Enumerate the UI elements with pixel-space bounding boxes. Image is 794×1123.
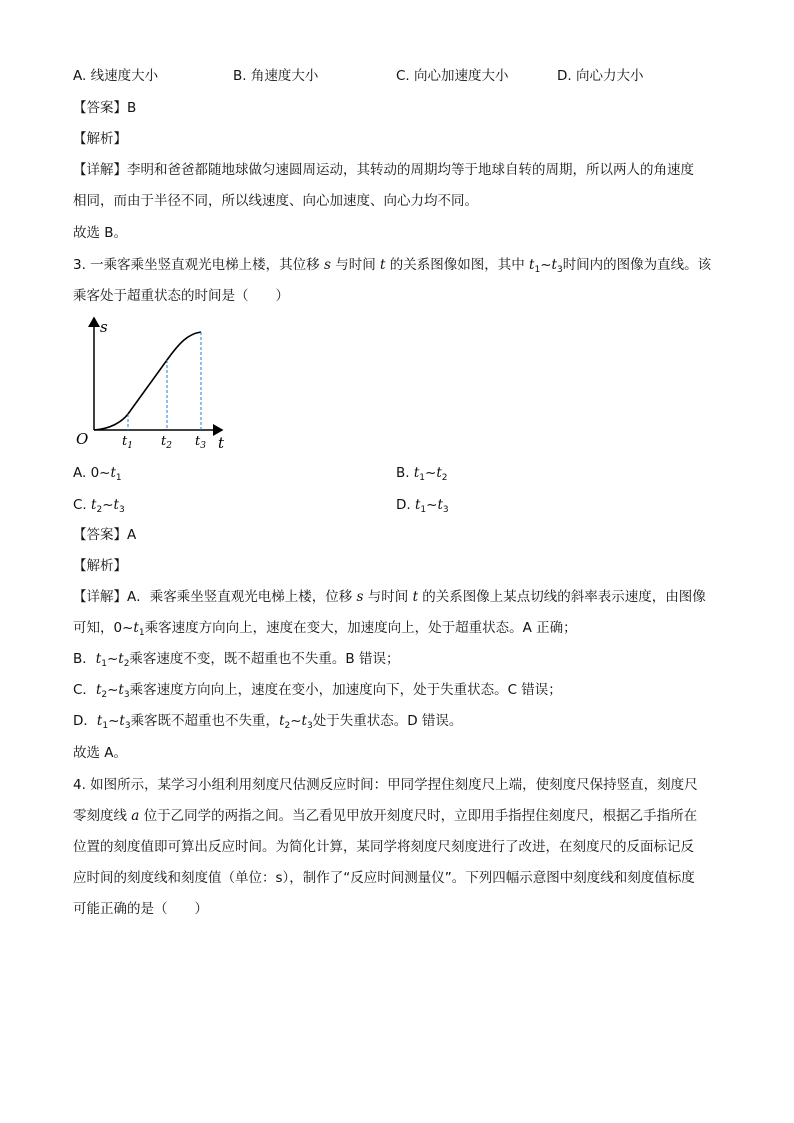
- q4-text: 位于乙同学的两指之间。当乙看见甲放开刻度尺时，立即用手指捏住刻度尺，根据乙手指所在: [139, 808, 698, 824]
- tick-t3: $t_3$: [195, 434, 206, 451]
- var-t1: t: [529, 257, 535, 273]
- var-t: t: [412, 589, 418, 605]
- answer-tag: 【答案】: [73, 100, 127, 116]
- q3-option-a: [73, 463, 122, 483]
- var-t1: t: [96, 713, 103, 729]
- q4-stem-line3: 位置的刻度值即可算出反应时间。为简化计算，某同学将刻度尺刻度进行了改进，在刻度尺的反面标记反: [73, 839, 694, 855]
- var-t3: t: [118, 682, 124, 698]
- q3-answer: [73, 525, 136, 545]
- q3-option-c: C. $t_2\sim t_3$: [73, 497, 125, 515]
- q2-option-a: A. 线速度大小: [73, 68, 159, 84]
- q3-text: 3. 一乘客乘坐竖直观光电梯上楼，其位移: [73, 257, 324, 273]
- sub-2: 2: [441, 473, 448, 483]
- q3-analysis-tag: 【解析】: [73, 558, 127, 574]
- answer-value: B: [127, 100, 137, 116]
- detail-text: D．: [73, 713, 97, 729]
- detail-text: 乘客既不超重也不失重，: [130, 713, 280, 729]
- q3-detail-line3: B．$t_1\sim t_2$乘客速度不变，既不超重也不失重。B 错误；: [73, 651, 400, 669]
- var-t2: t: [436, 465, 442, 481]
- q4-stem-line4: 应时间的刻度线和刻度值（单位：s），制作了“反应时间测量仪”。下列四幅示意图中刻度线和刻度值标度: [73, 870, 695, 886]
- y-axis-label: s: [100, 318, 108, 336]
- detail-text: C．: [73, 682, 96, 698]
- var-t1: t: [133, 620, 139, 636]
- var-s: s: [323, 257, 331, 273]
- q2-analysis-tag: 【解析】: [73, 131, 127, 147]
- detail-text: A．乘客乘坐竖直观光电梯上楼，位移: [127, 589, 357, 605]
- q4-text: 零刻度线: [73, 808, 132, 824]
- sub-1: 1: [102, 721, 109, 731]
- sub-2: 2: [101, 690, 108, 700]
- sub-1: 1: [534, 265, 541, 275]
- q2-detail-line2: 相同，而由于半径不同，所以线速度、向心加速度、向心力均不同。: [73, 193, 478, 209]
- sub-3: 3: [124, 721, 131, 731]
- sub-2: 2: [123, 659, 130, 669]
- var-t3: t: [119, 713, 125, 729]
- answer-tag: 【答案】: [73, 527, 127, 543]
- var-t1: t: [414, 497, 421, 513]
- sub-2: 2: [96, 505, 103, 515]
- var-t2: t: [91, 497, 97, 513]
- sub-1: 1: [115, 473, 122, 483]
- q2-option-d: D. 向心力大小: [557, 68, 644, 84]
- var-t1: t: [95, 651, 102, 667]
- s-t-curve: [94, 332, 201, 430]
- var-t2: t: [95, 682, 102, 698]
- sub-2: 2: [284, 721, 291, 731]
- opt-prefix: D.: [396, 497, 415, 513]
- q2-option-b: B. 角速度大小: [233, 68, 319, 84]
- detail-text: 处于失重状态。D 错误。: [312, 713, 463, 729]
- var-t3: t: [437, 497, 443, 513]
- sub-3: 3: [442, 505, 449, 515]
- q2-answer: [73, 98, 136, 118]
- sub-1: 1: [420, 505, 427, 515]
- detail-tag: 【详解】: [73, 589, 127, 605]
- x-axis-label: t: [218, 434, 225, 452]
- sub-3: 3: [556, 265, 563, 275]
- q3-stem-line2: 乘客处于超重状态的时间是（ ）: [73, 288, 289, 304]
- detail-text: 的关系图像上某点切线的斜率表示速度，由图像: [418, 589, 706, 605]
- q2-detail-line1: [73, 160, 694, 180]
- detail-text: 乘客速度方向向上，速度在变小，加速度向下，处于失重状态。C 错误；: [129, 682, 562, 698]
- detail-text: 乘客速度方向向上，速度在变大，加速度向上，处于超重状态。A 正确；: [144, 620, 577, 636]
- origin-label: O: [76, 430, 89, 448]
- q3-text: 时间内的图像为直线。该: [562, 257, 712, 273]
- var-t3: t: [551, 257, 557, 273]
- q4-stem-line5: 可能正确的是（ ）: [73, 901, 208, 917]
- s-t-graph: [70, 312, 240, 457]
- detail-text: 乘客速度不变，既不超重也不失重。B 错误；: [129, 651, 400, 667]
- detail-text: 李明和爸爸都随地球做匀速圆周运动，其转动的周期均等于地球自转的周期，所以两人的角速度: [127, 162, 694, 178]
- var-t: t: [380, 257, 386, 273]
- var-t3: t: [113, 497, 119, 513]
- q3-detail-line4: C．$t_2\sim t_3$乘客速度方向向上，速度在变小，加速度向下，处于失重状态。C 错误；: [73, 682, 562, 700]
- detail-text: 可知，0~: [73, 620, 134, 636]
- sub-1: 1: [101, 659, 107, 669]
- var-t2: t: [279, 713, 285, 729]
- q4-stem-line1: 4. 如图所示，某学习小组利用刻度尺估测反应时间：甲同学捏住刻度尺上端，使刻度尺保持竖直，刻度尺: [73, 777, 698, 793]
- q3-detail-line1: [73, 587, 706, 607]
- q3-conclusion: 故选 A。: [73, 745, 128, 761]
- var-a: a: [131, 808, 140, 824]
- tick-t1: $t_1$: [122, 434, 133, 451]
- var-t1: t: [110, 465, 116, 481]
- sub-1: 1: [138, 628, 145, 638]
- opt-prefix: C.: [73, 497, 92, 513]
- q3-detail-line5: D．$t_1\sim t_3$乘客既不超重也不失重，$t_2\sim t_3$处于失重状态。D 错误。: [73, 713, 463, 731]
- q3-stem-line1: 3. 一乘客乘坐竖直观光电梯上楼，其位移 s 与时间 t 的关系图像如图，其中 $t_1\sim t_3$时间内的图像为直线。该: [73, 257, 712, 275]
- opt-prefix: B.: [396, 465, 414, 481]
- tick-t2: $t_2$: [161, 434, 172, 451]
- sub-1: 1: [419, 473, 426, 483]
- sub-3: 3: [306, 721, 313, 731]
- sub-3: 3: [123, 690, 130, 700]
- q2-conclusion: 故选 B。: [73, 225, 128, 241]
- var-s: s: [356, 589, 364, 605]
- q3-text: 与时间: [330, 257, 380, 273]
- detail-tag: 【详解】: [73, 162, 127, 178]
- q4-stem-line2: [73, 806, 697, 826]
- opt-prefix: A. 0~: [73, 465, 111, 481]
- q3-text: 的关系图像如图，其中: [385, 257, 530, 273]
- q2-option-c: C. 向心加速度大小: [396, 68, 509, 84]
- q3-option-d: D. $t_1\sim t_3$: [396, 497, 449, 515]
- var-t1: t: [413, 465, 420, 481]
- detail-text: 与时间: [363, 589, 413, 605]
- sub-3: 3: [118, 505, 125, 515]
- var-t2: t: [118, 651, 124, 667]
- var-t3: t: [301, 713, 307, 729]
- q3-option-b: B. $t_1\sim t_2$: [396, 465, 448, 483]
- q3-detail-line2: [73, 618, 577, 638]
- detail-text: B．: [73, 651, 96, 667]
- answer-value: A: [127, 527, 137, 543]
